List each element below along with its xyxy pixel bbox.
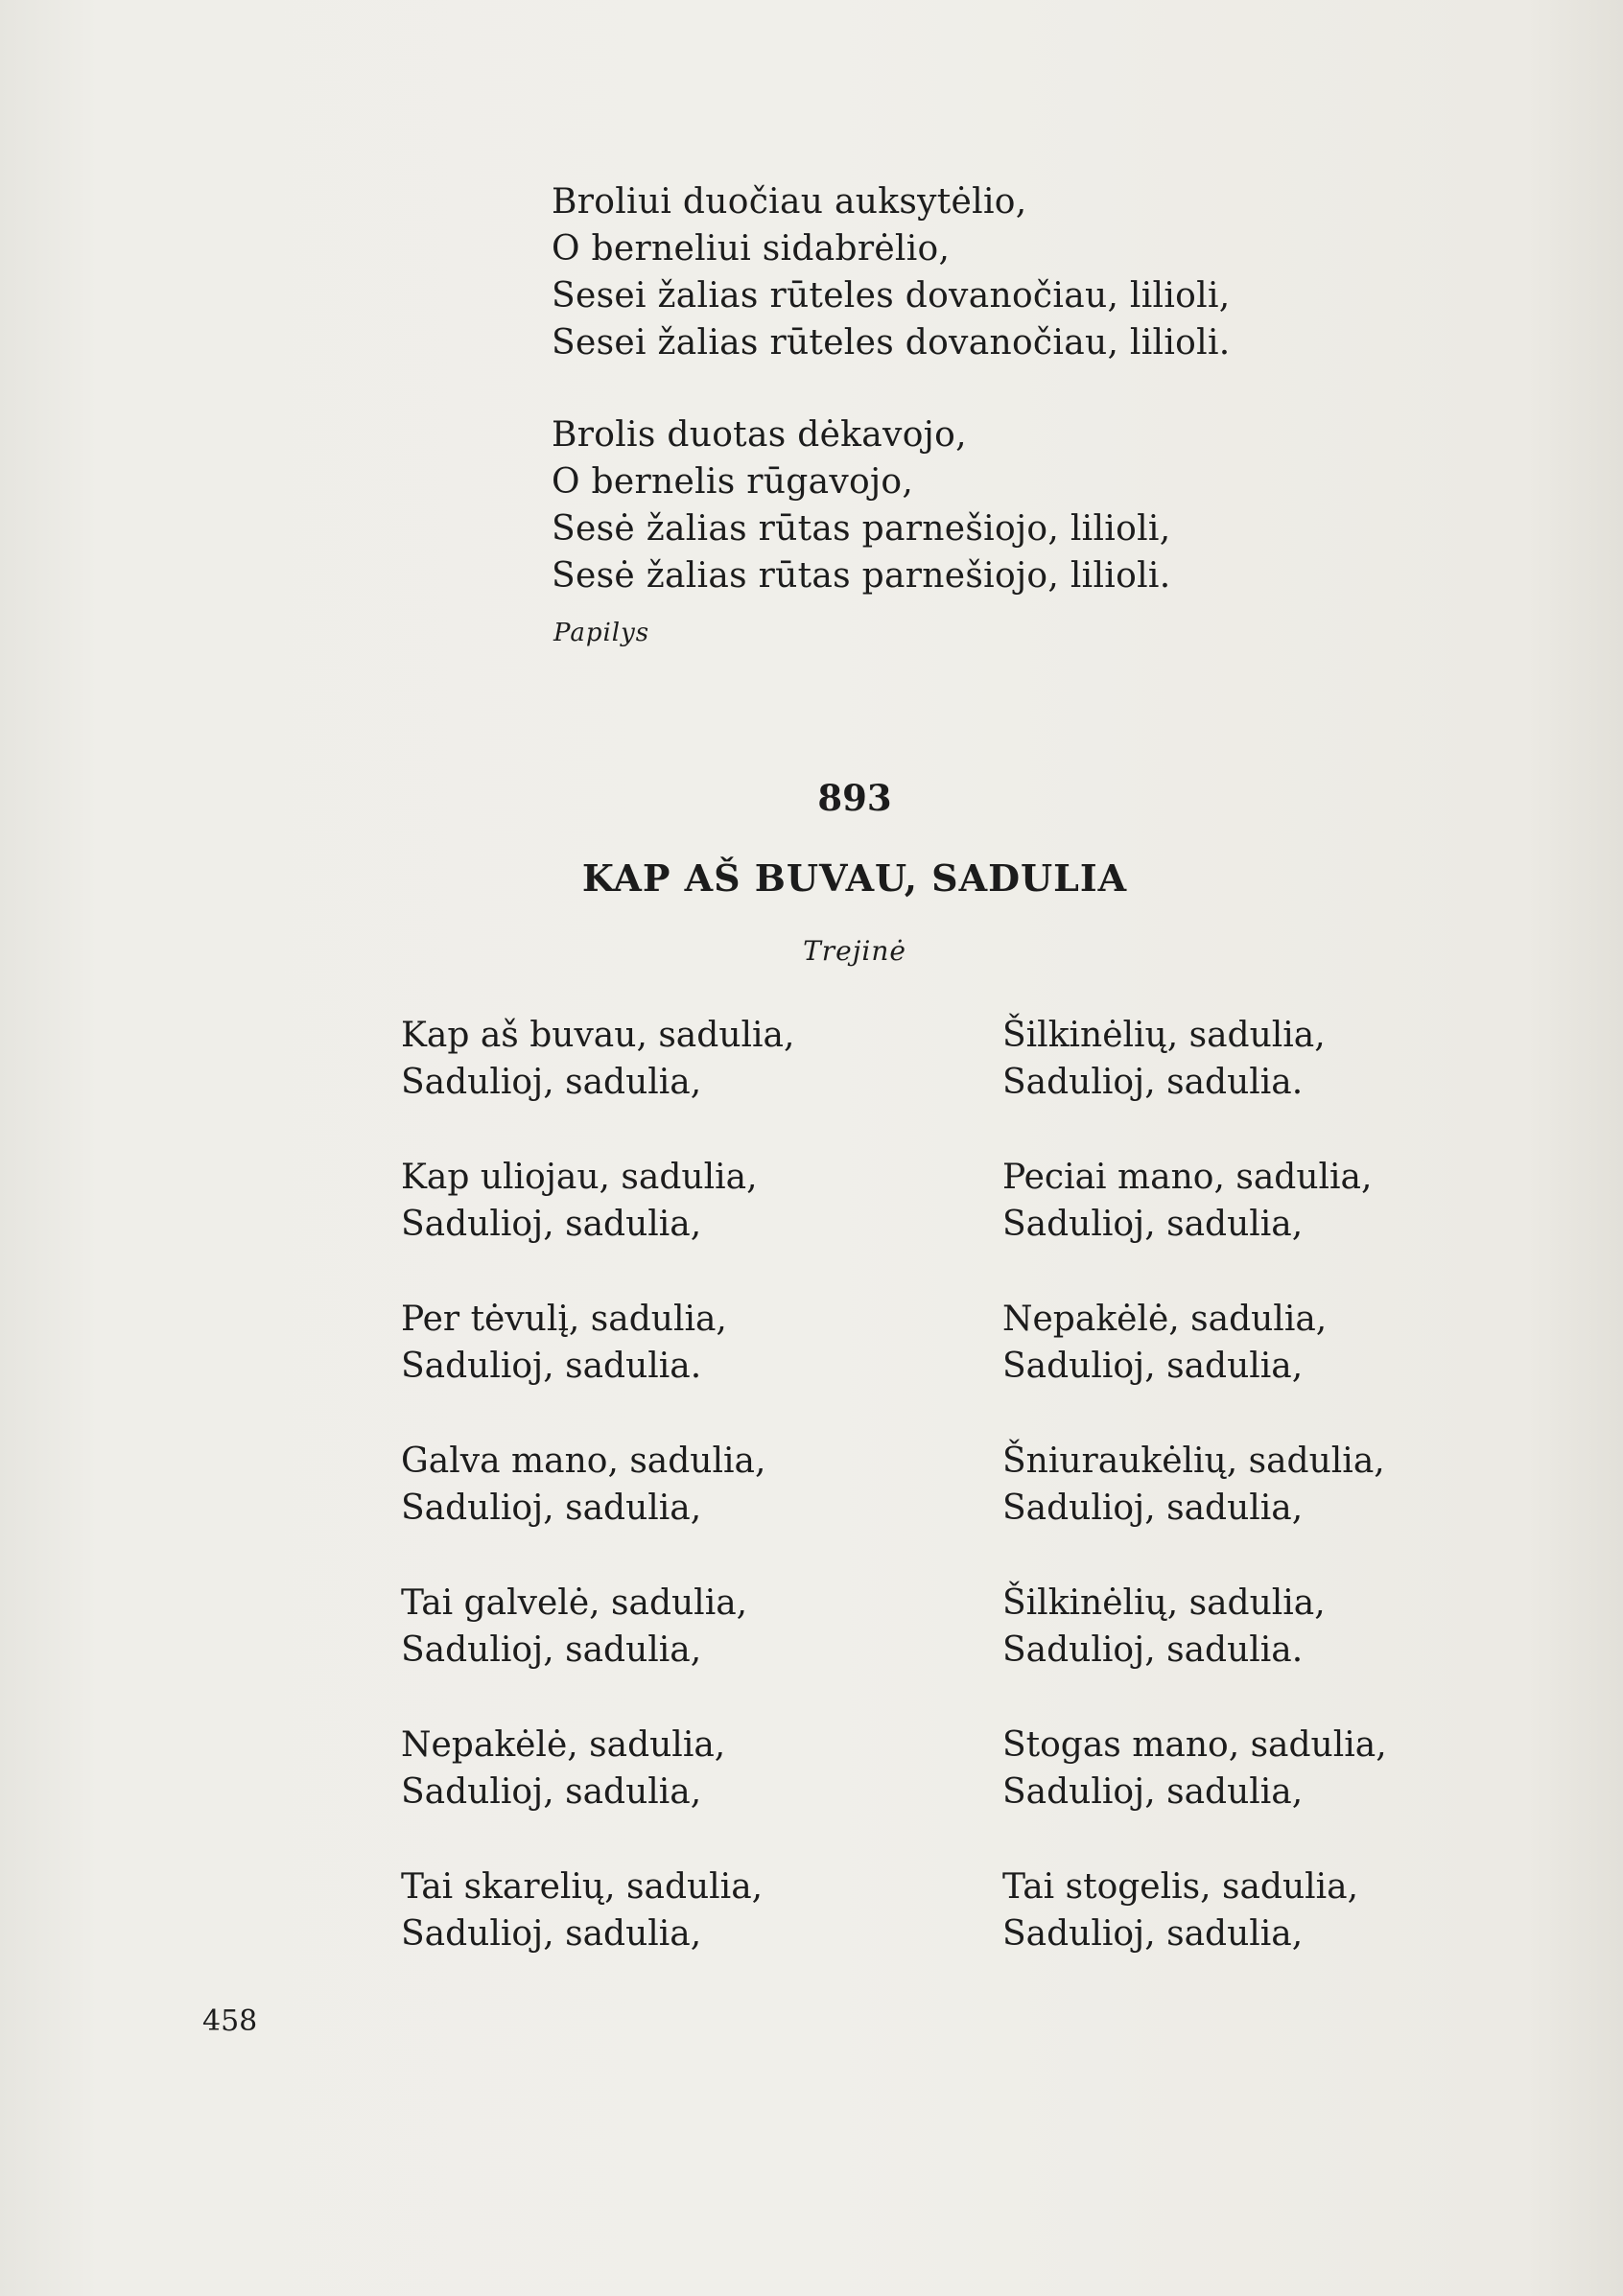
place-attribution: Papilys [553,619,650,647]
verse-line: Sesė žalias rūtas parnešiojo, lilioli, [552,509,1171,549]
verse-line: Broliui duočiau auksytėlio, [552,182,1027,222]
couplet [1002,1012,1387,1106]
verse-line: Sadulioj, sadulia. [1002,1630,1304,1670]
verse-line: Galva mano, sadulia, [401,1441,766,1481]
song-number: 893 [817,777,892,819]
verse-line: Sesė žalias rūtas parnešiojo, lilioli. [552,556,1171,596]
verse-line: Brolis duotas dėkavojo, [552,415,967,455]
verse-line: Nepakėlė, sadulia, [401,1725,726,1765]
verse-line: Sadulioj, sadulia, [401,1488,702,1528]
couplet [1002,1580,1387,1674]
verse-line: Sesei žalias rūteles dovanočiau, lilioli, [552,276,1231,316]
verse-line: Tai skarelių, sadulia, [401,1867,764,1907]
verse-line: Šilkinėlių, sadulia, [1002,1016,1326,1055]
verse-line: Tai stogelis, sadulia, [1002,1867,1359,1907]
stanza-2 [552,411,1170,599]
couplet [401,1154,794,1248]
verse-line: Sadulioj, sadulia, [1002,1205,1304,1244]
couplet [401,1012,794,1106]
right-verse-column [1002,1012,1387,2005]
couplet [401,1438,794,1532]
verse-line: Sadulioj, sadulia. [1002,1063,1304,1102]
verse-line: Šilkinėlių, sadulia, [1002,1583,1326,1623]
verse-line: Sesei žalias rūteles dovanočiau, lilioli. [552,323,1231,363]
couplet [1002,1722,1387,1816]
couplet [1002,1154,1387,1248]
verse-line: Sadulioj, sadulia, [401,1772,702,1812]
verse-line: Kap uliojau, sadulia, [401,1158,758,1197]
couplet [1002,1863,1387,1957]
song-genre: Trejinė [803,935,906,967]
couplet [401,1722,794,1816]
verse-line: Nepakėlė, sadulia, [1002,1300,1328,1339]
verse-line: Peciai mano, sadulia, [1002,1158,1373,1197]
verse-line: Šniuraukėlių, sadulia, [1002,1441,1385,1481]
verse-line: Sadulioj, sadulia. [401,1347,702,1386]
page-number: 458 [202,2004,258,2038]
verse-line: Per tėvulį, sadulia, [401,1300,727,1339]
couplet [401,1863,794,1957]
verse-line: Sadulioj, sadulia, [401,1205,702,1244]
verse-line: O bernelis rūgavojo, [552,462,914,502]
couplet [1002,1296,1387,1390]
verse-line: Sadulioj, sadulia, [401,1063,702,1102]
couplet [401,1296,794,1390]
verse-line: Sadulioj, sadulia, [1002,1772,1304,1812]
verse-line: Kap aš buvau, sadulia, [401,1016,795,1055]
stanza-1 [552,178,1231,366]
couplet [401,1580,794,1674]
verse-line: Sadulioj, sadulia, [1002,1347,1304,1386]
verse-line: Sadulioj, sadulia, [401,1630,702,1670]
verse-line: Sadulioj, sadulia, [1002,1914,1304,1954]
verse-line: Sadulioj, sadulia, [401,1914,702,1954]
song-title: KAP AŠ BUVAU, SADULIA [581,856,1128,900]
verse-line: O berneliui sidabrėlio, [552,229,951,269]
left-verse-column [401,1012,794,2005]
couplet [1002,1438,1387,1532]
verse-line: Sadulioj, sadulia, [1002,1488,1304,1528]
verse-line: Tai galvelė, sadulia, [401,1583,748,1623]
verse-line: Stogas mano, sadulia, [1002,1725,1387,1765]
